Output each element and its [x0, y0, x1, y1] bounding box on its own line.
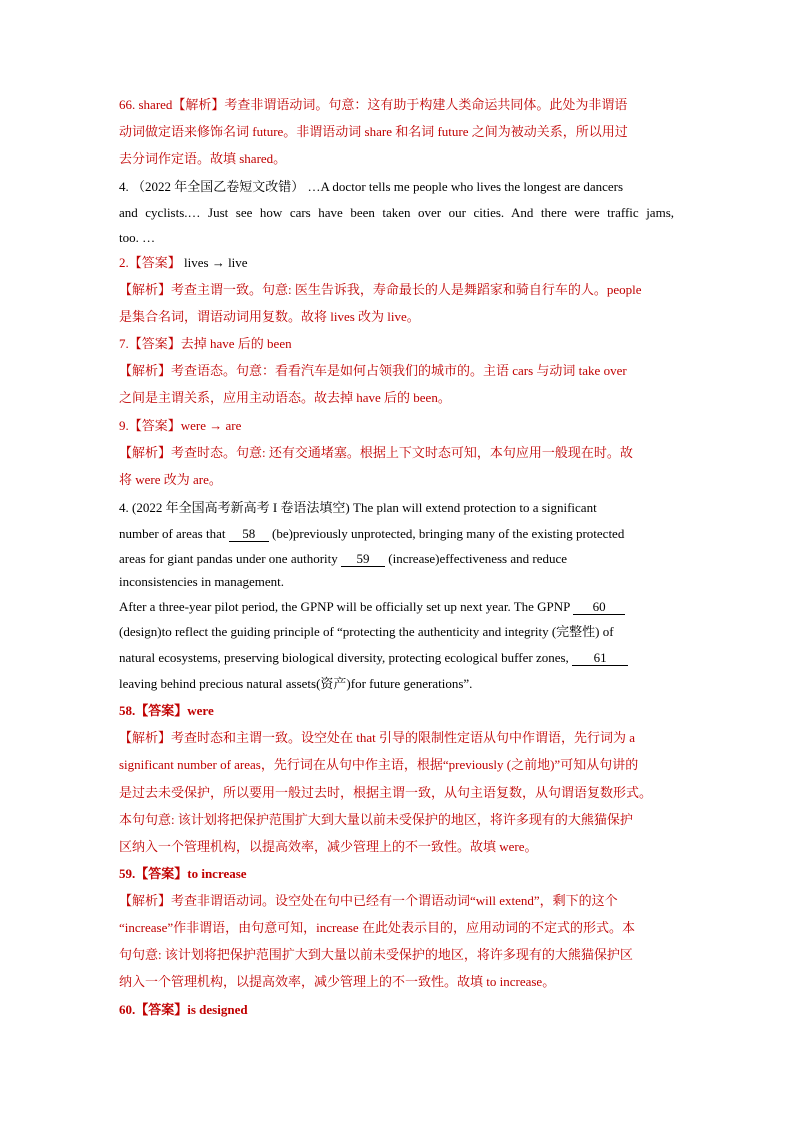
answer-66-explanation-line-2: 动词做定语来修饰名词 future。非谓语动词 share 和名词 future 之间为被动关系，所以用过	[119, 124, 628, 139]
answer-9-label: 9.【答案】	[119, 418, 181, 433]
answer-7-value: 去掉 have 后的 been	[180, 336, 292, 351]
answer-60-heading: 60.【答案】is designed	[119, 1002, 248, 1017]
question-4-error-correction-line-2: and cyclists.… Just see how cars have been taken over our cities. And there were traffic jams,	[119, 205, 674, 220]
answer-9-value: were → are	[180, 418, 242, 433]
text-segment: (be)previously unprotected, bringing many of the existing protected	[268, 526, 625, 541]
answer-58-explanation-line-4: 本句句意: 该计划将把保护范围扩大到大量以前未受保护的地区，将许多现有的大熊猫保护	[119, 812, 633, 827]
answer-58-explanation-line-1: 【解析】考查时态和主谓一致。设空处在 that 引导的限制性定语从句中作谓语，先行词为 a	[119, 730, 636, 745]
answer-2-explanation-line-2	[119, 308, 420, 326]
answer-7-explanation-line-2: 之间是主谓关系，应用主动语态。故去掉 have 后的 been。	[119, 390, 451, 405]
answer-2-line	[119, 254, 248, 272]
question-4-grammar-line-7	[119, 649, 628, 667]
text-segment: number of areas that	[119, 526, 229, 541]
blank-61: 61	[572, 650, 628, 666]
question-4-error-correction-line-3: too. …	[119, 230, 156, 245]
blank-59: 59	[341, 551, 385, 567]
answer-2-label: 2.【答案】	[119, 255, 181, 270]
answer-7-explanation-line-1: 【解析】考查语态。句意：看看汽车是如何占领我们的城市的。主语 cars 与动词 take over	[119, 363, 627, 378]
answer-7-label: 7.【答案】	[119, 336, 181, 351]
question-4-source: 4. （2022 年全国乙卷短文改错）	[119, 179, 305, 194]
question-4-grammar-line-2	[119, 525, 624, 543]
question-4-grammar-line-3	[119, 550, 567, 568]
answer-2-explanation-text: 【解析】考查主谓一致。句意: 医生告诉我，寿命最长的人是舞蹈家和骑自行车的人。people	[119, 282, 642, 297]
answer-9-explanation-line-1: 【解析】考查时态。句意: 还有交通堵塞。根据上下文时态可知，本句应用一般现在时。故	[119, 445, 633, 460]
text-segment: After a three-year pilot period, the GPNP will be officially set up next year. The GPNP	[119, 599, 574, 614]
answer-58-explanation-line-2: significant number of areas，先行词在从句中作主语，根据“previously (之前地)”可知从句讲的	[119, 757, 639, 772]
answer-2-value: lives → live	[180, 255, 248, 270]
text-segment: natural ecosystems, preserving biological diversity, protecting ecological buffer zones,	[119, 650, 573, 665]
answer-59-heading: 59.【答案】to increase	[119, 866, 247, 881]
blank-60: 60	[573, 599, 625, 615]
question-4-text: …A doctor tells me people who lives the longest are dancers	[304, 179, 624, 194]
question-4-grammar-line-4: inconsistencies in management.	[119, 574, 284, 589]
question-4-grammar-line-5	[119, 598, 625, 616]
question-4-grammar-line-1	[119, 499, 597, 517]
answer-66-explanation-line-1: 66. shared【解析】考查非谓语动词。句意：这有助于构建人类命运共同体。此处为非谓语	[119, 97, 628, 112]
question-4-grammar-line-8: leaving behind precious natural assets(资产)for future generations”.	[119, 676, 473, 691]
answer-59-explanation-line-3: 句句意: 该计划将把保护范围扩大到大量以前未受保护的地区，将许多现有的大熊猫保护区	[119, 947, 633, 962]
answer-2-explanation-line-1	[119, 281, 642, 299]
answer-58-explanation-line-3: 是过去未受保护，所以要用一般过去时，根据主谓一致，从句主语复数，从句谓语复数形式。	[119, 785, 653, 800]
answer-59-explanation-line-4: 纳入一个管理机构，以提高效率，减少管理上的不一致性。故填 to increase。	[119, 974, 556, 989]
question-4-grammar-line-6: (design)to reflect the guiding principle of “protecting the authenticity and integrity (完整性) of	[119, 624, 614, 639]
answer-2-explanation-text-2: 是集合名词，谓语动词用复数。故将 lives 改为 live。	[119, 309, 420, 324]
answer-59-explanation-line-2: “increase”作非谓语，由句意可知，increase 在此处表示目的，应用动词的不定式的形式。本	[119, 920, 635, 935]
answer-59-explanation-line-1: 【解析】考查非谓语动词。设空处在句中已经有一个谓语动词“will extend”，剩下的这个	[119, 893, 618, 908]
question-4-error-correction-line-1	[119, 178, 623, 196]
blank-58: 58	[229, 526, 269, 542]
answer-58-explanation-line-5: 区纳入一个管理机构，以提高效率，减少管理上的不一致性。故填 were。	[119, 839, 538, 854]
question-4b-text: The plan will extend protection to a significant	[349, 500, 597, 515]
text-segment: areas for giant pandas under one authority	[119, 551, 342, 566]
answer-9-line	[119, 417, 241, 435]
answer-7-line	[119, 335, 292, 353]
answer-66-explanation-line-3: 去分词作定语。故填 shared。	[119, 151, 287, 166]
answer-9-explanation-line-2: 将 were 改为 are。	[119, 472, 222, 487]
answer-58-heading: 58.【答案】were	[119, 703, 214, 718]
text-segment: (increase)effectiveness and reduce	[385, 551, 568, 566]
question-4b-source: 4. (2022 年全国高考新高考 I 卷语法填空)	[119, 500, 350, 515]
